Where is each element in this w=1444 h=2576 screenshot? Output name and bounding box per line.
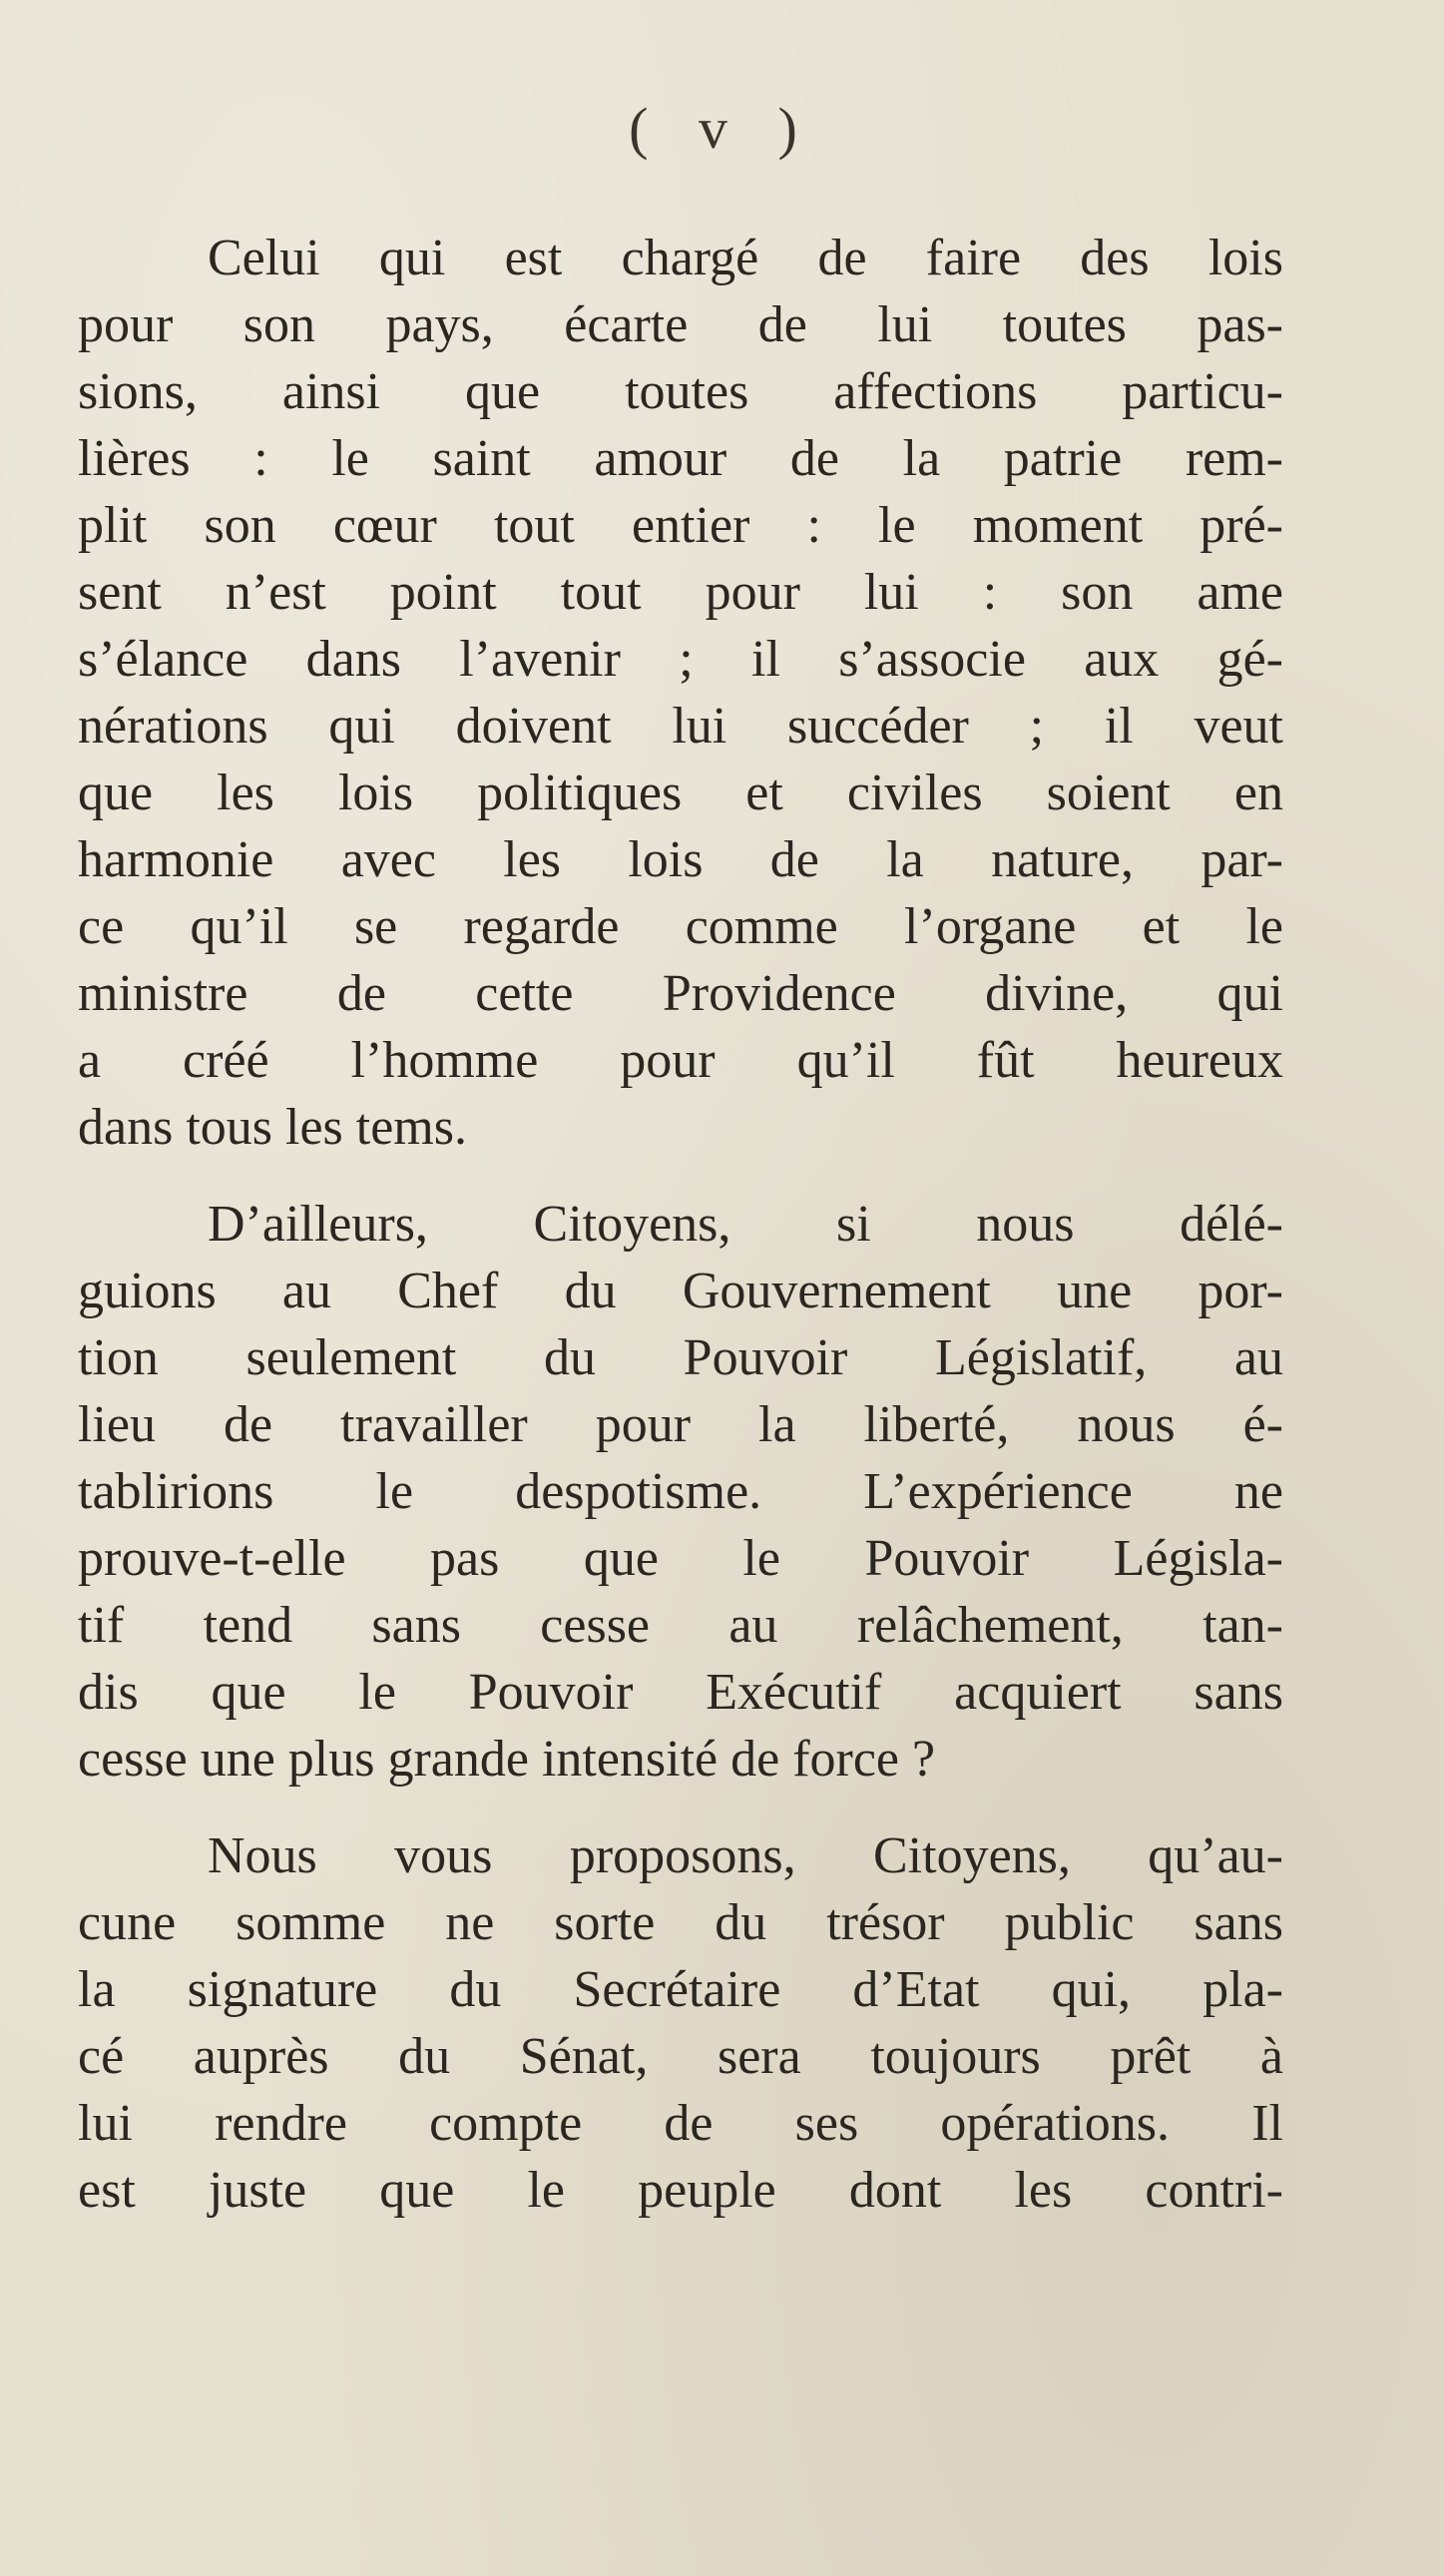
text-line: s’élance dans l’avenir ; il s’associe aux gé- (78, 631, 1283, 688)
body-text (78, 225, 1283, 2254)
text-line: la signature du Secrétaire d’Etat qui, pla- (78, 1961, 1283, 2018)
text-line: tif tend sans cesse au relâchement, tan- (78, 1597, 1283, 1654)
text-line: tion seulement du Pouvoir Législatif, au (78, 1329, 1283, 1386)
paragraph-1 (78, 225, 1283, 1161)
text-line: sions, ainsi que toutes affections particu- (78, 363, 1283, 420)
text-line: prouve-t-elle pas que le Pouvoir Législa- (78, 1530, 1283, 1587)
paragraph-2 (78, 1191, 1283, 1793)
text-line: cune somme ne sorte du trésor public sans (78, 1894, 1283, 1951)
text-line: ministre de cette Providence divine, qui (78, 965, 1283, 1022)
text-line: dis que le Pouvoir Exécutif acquiert sans (78, 1664, 1283, 1721)
text-line: ce qu’il se regarde comme l’organe et le (78, 898, 1283, 955)
text-line: D’ailleurs, Citoyens, si nous délé- (208, 1196, 1283, 1253)
text-line: nérations qui doivent lui succéder ; il veut (78, 698, 1283, 755)
text-line: Celui qui est chargé de faire des lois (208, 230, 1283, 286)
text-line: est juste que le peuple dont les contri- (78, 2162, 1283, 2219)
text-line: pour son pays, écarte de lui toutes pas- (78, 296, 1283, 353)
text-line: a créé l’homme pour qu’il fût heureux (78, 1032, 1283, 1089)
text-line: tablirions le despotisme. L’expérience ne (78, 1463, 1283, 1520)
text-line: sent n’est point tout pour lui : son ame (78, 564, 1283, 621)
paragraph-3 (78, 1822, 1283, 2224)
text-line: guions au Chef du Gouvernement une por- (78, 1263, 1283, 1319)
text-line: cesse une plus grande intensité de force ? (78, 1731, 936, 1788)
text-line: cé auprès du Sénat, sera toujours prêt à (78, 2028, 1283, 2085)
text-line: lui rendre compte de ses opérations. Il (78, 2095, 1283, 2152)
text-line: harmonie avec les lois de la nature, par- (78, 831, 1283, 888)
page-number: ( v ) (629, 96, 815, 161)
text-line: Nous vous proposons, Citoyens, qu’au- (208, 1827, 1283, 1884)
text-line: plit son cœur tout entier : le moment pré- (78, 497, 1283, 554)
text-line: lieu de travailler pour la liberté, nous é- (78, 1396, 1283, 1453)
text-line: que les lois politiques et civiles soient en (78, 765, 1283, 821)
text-line: dans tous les tems. (78, 1099, 467, 1156)
text-line: lières : le saint amour de la patrie rem- (78, 430, 1283, 487)
